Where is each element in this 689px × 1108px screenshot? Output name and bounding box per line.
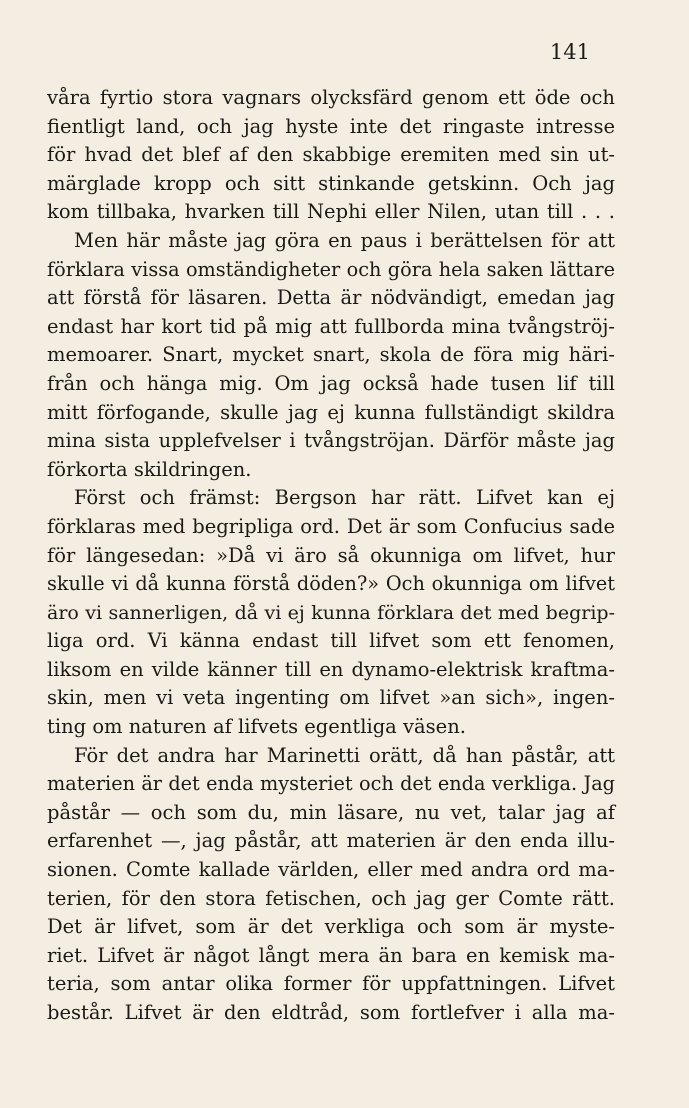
text-line: märglade kropp och sitt stinkande getskinn. Och jag <box>47 171 615 195</box>
text-line: terien, för den stora fetischen, och jag ger Comte rätt. <box>47 886 615 910</box>
text-line: att förstå för läsaren. Detta är nödvändigt, emedan jag <box>47 286 615 310</box>
text-line: äro vi sannerligen, då vi ej kunna förklara det med begrip- <box>47 601 615 624</box>
text-line: förkorta skildringen. <box>47 457 252 481</box>
text-line: liga ord. Vi känna endast till lifvet som ett fenomen, <box>47 629 615 653</box>
page-number: 141 <box>549 40 590 64</box>
text-line: påstår — och som du, min läsare, nu vet, talar jag af <box>47 800 615 824</box>
text-line: mina sista upplefvelser i tvångströjan. Därför måste jag <box>47 429 615 453</box>
text-line: endast har kort tid på mig att fullborda mina tvångströj- <box>47 314 615 338</box>
text-line: memoarer. Snart, mycket snart, skola de föra mig häri- <box>47 343 615 367</box>
text-line: förklara vissa omständigheter och göra hela saken lättare <box>47 257 615 281</box>
text-line: erfarenhet —, jag påstår, att materien är den enda illu- <box>47 829 615 853</box>
text-line: Det är lifvet, som är det verkliga och som är myste- <box>47 915 615 939</box>
text-line: består. Lifvet är den eldtråd, som fortlefver i alla ma- <box>47 1001 615 1024</box>
text-line: från och hänga mig. Om jag också hade tusen lif till <box>47 371 615 395</box>
body-text <box>47 84 615 1028</box>
text-line: ting om naturen af lifvets egentliga väsen. <box>47 715 466 739</box>
text-line: skin, men vi veta ingenting om lifvet »an sich», ingen- <box>47 686 615 710</box>
text-line: Men här måste jag göra en paus i berättelsen för att <box>74 228 615 252</box>
text-line: teria, som antar olika former för uppfattningen. Lifvet <box>47 972 615 996</box>
text-line: skulle vi då kunna förstå döden?» Och okunniga om lifvet <box>47 572 615 596</box>
text-line: våra fyrtio stora vagnars olycksfärd genom ett öde och <box>47 86 615 109</box>
text-line: för hvad det blef af den skabbige eremiten med sin ut- <box>47 143 615 167</box>
text-line: riet. Lifvet är något långt mera än bara en kemisk ma- <box>47 943 615 967</box>
text-line: för längesedan: »Då vi äro så okunniga om lifvet, hur <box>47 543 615 567</box>
text-line: liksom en vilde känner till en dynamo-elektrisk kraftma- <box>47 657 615 681</box>
text-line: Först och främst: Bergson har rätt. Lifvet kan ej <box>74 486 615 510</box>
text-line: kom tillbaka, hvarken till Nephi eller Nilen, utan till . . . <box>47 200 615 224</box>
text-line: För det andra har Marinetti orätt, då han påstår, att <box>74 743 615 767</box>
text-line: mitt förfogande, skulle jag ej kunna fullständigt skildra <box>47 400 615 424</box>
text-line: fientligt land, och jag hyste inte det ringaste intresse <box>47 114 615 138</box>
text-line: materien är det enda mysteriet och det enda verkliga. Jag <box>47 772 615 796</box>
text-line: sionen. Comte kallade världen, eller med andra ord ma- <box>47 858 615 882</box>
text-line: förklaras med begripliga ord. Det är som Confucius sade <box>47 514 615 538</box>
